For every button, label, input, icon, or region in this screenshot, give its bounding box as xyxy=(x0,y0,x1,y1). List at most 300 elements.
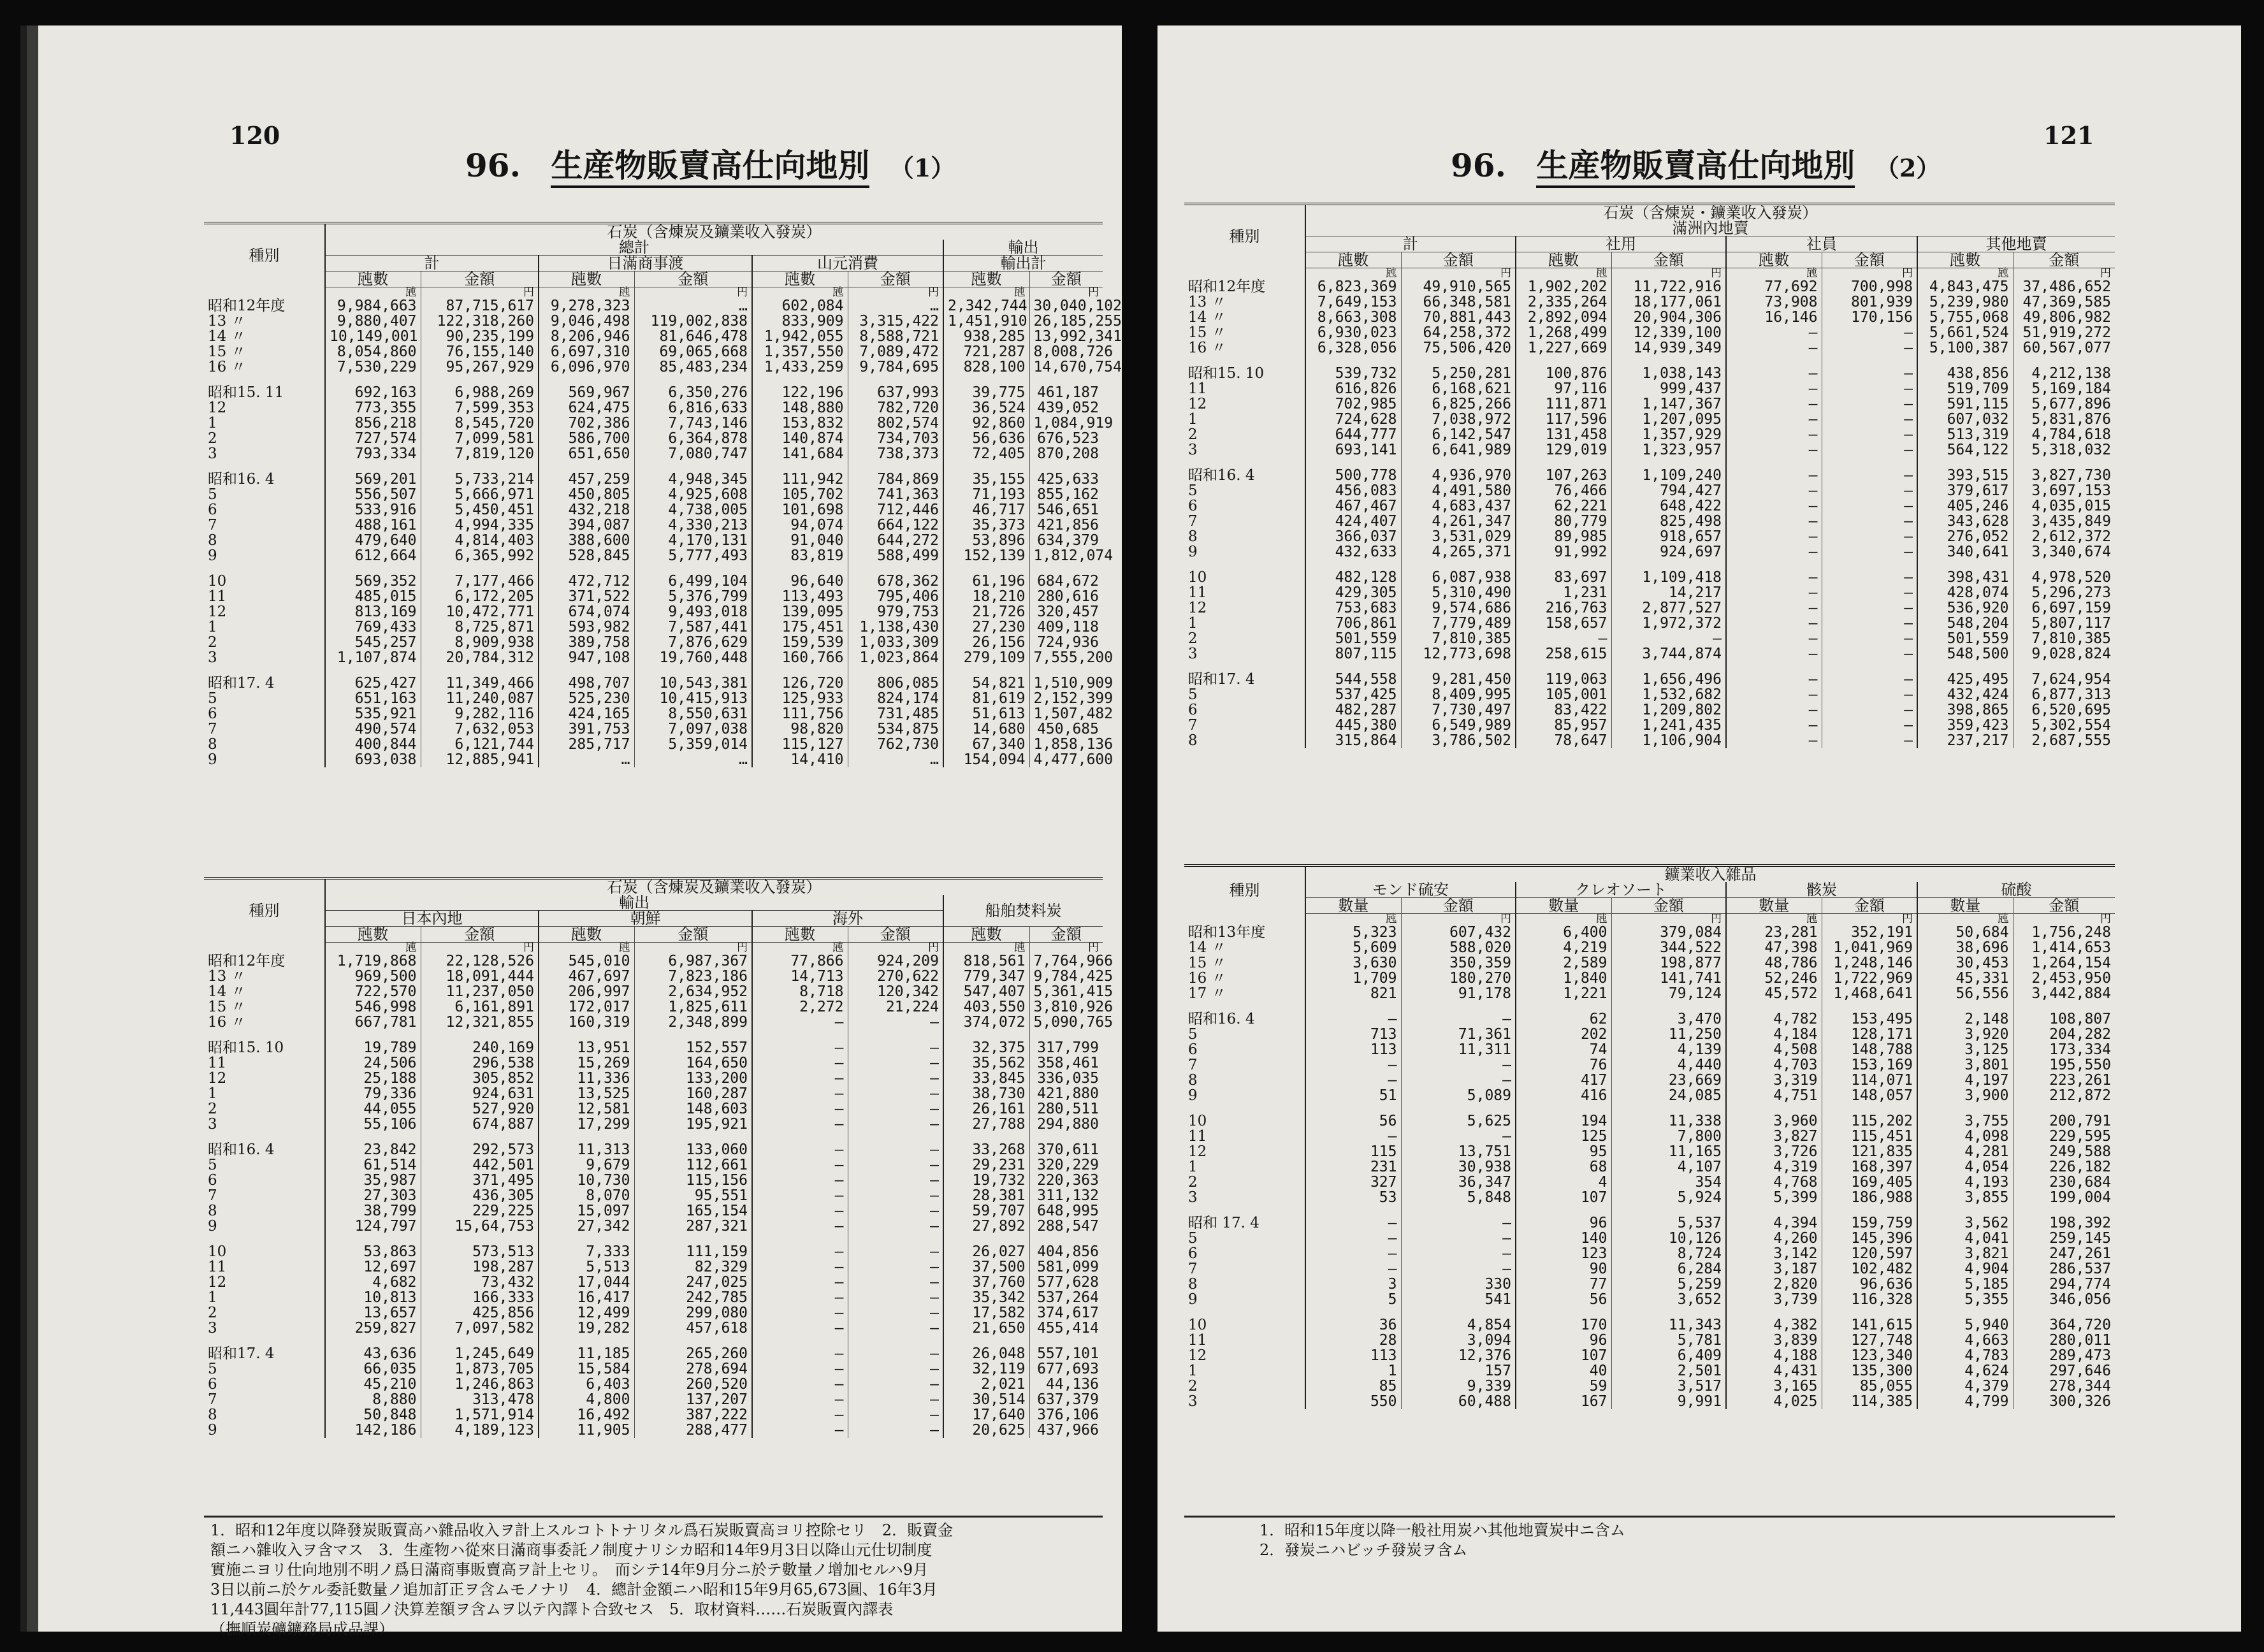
row-label: 2 xyxy=(1188,630,1198,647)
table-cell: 242,785 xyxy=(634,1290,752,1305)
table-row xyxy=(204,431,1103,446)
table-cell: 13,751 xyxy=(1401,1144,1516,1159)
spacer-cell xyxy=(1917,1001,2013,1011)
table-cell: 569,352 xyxy=(325,574,421,589)
spacer-cell xyxy=(1917,662,2013,672)
table-cell: 455,414 xyxy=(1029,1321,1103,1336)
table-cell: 114,071 xyxy=(1822,1073,1917,1088)
table-cell: 537,425 xyxy=(1305,687,1401,702)
table-cell: 4,193 xyxy=(1917,1175,2013,1190)
table-cell: 116,328 xyxy=(1822,1292,1917,1307)
spacer-row xyxy=(1184,1001,2115,1011)
table-cell: 537,264 xyxy=(1029,1290,1103,1305)
table-cell: 4,624 xyxy=(1917,1363,2013,1379)
table-cell: 115,202 xyxy=(1822,1113,1917,1129)
table-cell: 607,432 xyxy=(1401,925,1516,940)
row-label: 1 xyxy=(1188,410,1198,428)
table-cell: 437,966 xyxy=(1029,1423,1103,1438)
table-cell: 313,478 xyxy=(421,1392,539,1407)
table-cell: — xyxy=(1822,585,1917,600)
table-cell: 5,537 xyxy=(1611,1215,1726,1231)
table-cell: 12,339,100 xyxy=(1611,325,1726,340)
table-cell: 66,035 xyxy=(325,1361,421,1377)
table-row xyxy=(1184,544,2115,560)
bottom-table xyxy=(1184,864,2115,1409)
table-cell: — xyxy=(1726,631,1822,646)
table-cell: 153,832 xyxy=(752,416,848,431)
table-cell: 30,514 xyxy=(943,1392,1029,1407)
table-cell: — xyxy=(752,1015,848,1030)
table-cell: — xyxy=(1401,1246,1516,1261)
table-cell: 6,403 xyxy=(539,1377,634,1392)
spacer-cell xyxy=(1184,1001,1305,1011)
table-cell: — xyxy=(1401,1129,1516,1144)
table-cell: 79,124 xyxy=(1611,986,1726,1001)
spacer-cell xyxy=(1184,1205,1305,1215)
spacer-cell xyxy=(2013,356,2115,366)
table-cell: 676,523 xyxy=(1029,431,1103,446)
table-cell: — xyxy=(1516,631,1611,646)
table-cell: 513,319 xyxy=(1917,427,2013,442)
table-cell: — xyxy=(752,1244,848,1259)
table-cell: 115,156 xyxy=(634,1173,752,1188)
spacer-row xyxy=(204,563,1103,574)
table-cell: 111,942 xyxy=(752,472,848,487)
table-cell: 67,340 xyxy=(943,737,1029,752)
row-label: 3 xyxy=(1188,1189,1198,1206)
table-cell: 90,235,199 xyxy=(421,329,539,344)
unit-ton: 瓲 xyxy=(1726,914,1822,925)
table-cell: 43,636 xyxy=(325,1346,421,1361)
table-cell: 3,855 xyxy=(1917,1190,2013,1205)
table-cell: 12,773,698 xyxy=(1401,646,1516,662)
table-cell: 5,940 xyxy=(1917,1317,2013,1333)
table-cell: 202 xyxy=(1516,1027,1611,1042)
table-cell: 35,562 xyxy=(943,1055,1029,1071)
table-cell: 11,165 xyxy=(1611,1144,1726,1159)
unit-ton: 瓲 xyxy=(539,943,634,954)
unit-yen: 円 xyxy=(1401,268,1516,280)
table-cell: 359,423 xyxy=(1917,718,2013,733)
header-group: 石炭（含煉炭及鑛業收入發炭） xyxy=(325,878,1103,895)
spacer-cell xyxy=(421,461,539,472)
row-label: 5 xyxy=(208,690,217,707)
table-cell: 4,751 xyxy=(1726,1088,1822,1103)
spacer-cell xyxy=(1305,662,1401,672)
table-cell: — xyxy=(752,1423,848,1438)
table-cell: 4,854 xyxy=(1401,1317,1516,1333)
top-table xyxy=(204,222,1122,768)
table-cell: 457,618 xyxy=(634,1321,752,1336)
table-cell: 421,856 xyxy=(1029,518,1103,533)
table-cell: 74 xyxy=(1516,1042,1611,1057)
table-cell: 684,672 xyxy=(1029,574,1103,589)
table-cell: 50,684 xyxy=(1917,925,2013,940)
table-cell: 107 xyxy=(1516,1190,1611,1205)
header-category: 種別 xyxy=(1184,866,1305,914)
table-cell: 8,545,720 xyxy=(421,416,539,431)
row-label: 昭和15. 10 xyxy=(208,1039,284,1056)
header-staff: 社員 xyxy=(1726,236,1917,252)
table-cell: 11,237,050 xyxy=(421,984,539,999)
table-cell: 461,187 xyxy=(1029,385,1103,400)
table-cell: 159,759 xyxy=(1822,1215,1917,1231)
table-cell: — xyxy=(752,1117,848,1132)
header-amount: 金額 xyxy=(2013,898,2115,914)
right-page xyxy=(1157,25,2241,1632)
table-cell: 120,342 xyxy=(848,984,943,999)
row-label: 昭和12年度 xyxy=(208,952,286,969)
table-cell: 536,920 xyxy=(1917,600,2013,616)
table-cell: 19,789 xyxy=(325,1040,421,1055)
table-cell: 9,784,695 xyxy=(848,359,943,375)
table-row xyxy=(1184,468,2115,483)
row-label: 16 〃 xyxy=(208,1013,246,1031)
table-cell: 35,373 xyxy=(943,518,1029,533)
table-cell: — xyxy=(1726,483,1822,498)
table-row xyxy=(204,1157,1103,1173)
table-row xyxy=(1184,570,2115,585)
table-cell: 439,052 xyxy=(1029,400,1103,416)
table-cell: 152,557 xyxy=(634,1040,752,1055)
table-cell: 557,101 xyxy=(1029,1346,1103,1361)
table-cell: — xyxy=(1726,733,1822,748)
table-cell: 8,409,995 xyxy=(1401,687,1516,702)
table-cell: 8,008,726 xyxy=(1029,344,1103,359)
table-cell: 8,550,631 xyxy=(634,706,752,721)
row-label: 5 xyxy=(208,486,217,503)
row-label: 16 〃 xyxy=(1188,969,1226,987)
table-cell: 51,613 xyxy=(943,706,1029,721)
table-cell: 140,874 xyxy=(752,431,848,446)
table-cell: 9,282,116 xyxy=(421,706,539,721)
row-label: 9 xyxy=(208,751,217,768)
table-cell: 702,386 xyxy=(539,416,634,431)
table-cell: 229,595 xyxy=(2013,1129,2115,1144)
spacer-cell xyxy=(1029,563,1103,574)
table-cell: 5,848 xyxy=(1401,1190,1516,1205)
table-cell: 141,741 xyxy=(1611,971,1726,986)
table-cell: 2,348,899 xyxy=(634,1015,752,1030)
table-cell: 249,588 xyxy=(2013,1144,2115,1159)
table-cell: 5,666,971 xyxy=(421,487,539,502)
table-cell: 4,431 xyxy=(1726,1363,1822,1379)
table-cell: 21,224 xyxy=(848,999,943,1015)
spacer-row xyxy=(204,375,1103,385)
table-cell: 3,340,674 xyxy=(2013,544,2115,560)
row-label: 8 xyxy=(208,735,217,753)
spacer-cell xyxy=(1917,458,2013,468)
table-cell: 724,628 xyxy=(1305,412,1401,427)
table-row xyxy=(204,1040,1103,1055)
table-cell: 1,109,240 xyxy=(1611,468,1726,483)
row-label: 14 〃 xyxy=(1188,939,1226,956)
table-cell: 285,717 xyxy=(539,737,634,752)
spacer-cell xyxy=(1184,458,1305,468)
spacer-cell xyxy=(1029,1234,1103,1244)
table-cell: 527,920 xyxy=(421,1101,539,1117)
table-cell: — xyxy=(848,1377,943,1392)
table-cell: 4,098 xyxy=(1917,1129,2013,1144)
table-cell: 4,782 xyxy=(1726,1011,1822,1027)
spacer-row xyxy=(204,1132,1103,1142)
table-cell: 135,300 xyxy=(1822,1363,1917,1379)
table-cell: 37,760 xyxy=(943,1275,1029,1290)
spacer-cell xyxy=(1401,356,1516,366)
table-cell: 160,287 xyxy=(634,1086,752,1101)
table-cell: 528,845 xyxy=(539,548,634,563)
table-cell: 417 xyxy=(1516,1073,1611,1088)
header-amount: 金額 xyxy=(1029,272,1103,287)
table-cell: — xyxy=(1822,412,1917,427)
row-label: 8 xyxy=(208,1202,217,1219)
header-tons: 瓲數 xyxy=(943,272,1029,287)
table-cell: 1,227,669 xyxy=(1516,340,1611,356)
spacer-cell xyxy=(1516,560,1611,570)
footnote: 11,443圓年計77,115圓ノ決算差額ヲ含ムヲ以テ內譯ト合致セス 5．取材資料……石炭販賣內譯表 xyxy=(210,1600,894,1618)
header-tons: 瓲數 xyxy=(1516,252,1611,268)
table-cell: 1,902,202 xyxy=(1516,279,1611,294)
table-cell: 237,217 xyxy=(1917,733,2013,748)
spacer-cell xyxy=(1726,1205,1822,1215)
table-cell: 428,074 xyxy=(1917,585,2013,600)
table-cell: 9,784,425 xyxy=(1029,969,1103,984)
table-cell: 51 xyxy=(1305,1088,1401,1103)
table-body xyxy=(1184,925,2115,1409)
table-cell: 128,171 xyxy=(1822,1027,1917,1042)
table-cell: 340,641 xyxy=(1917,544,2013,560)
row-label: 8 xyxy=(1188,528,1198,545)
table-cell: 501,559 xyxy=(1917,631,2013,646)
row-label: 8 xyxy=(1188,1071,1198,1089)
table-cell: 61,514 xyxy=(325,1157,421,1173)
table-cell: 693,038 xyxy=(325,752,421,767)
table-cell: 3,726 xyxy=(1726,1144,1822,1159)
row-label: 昭和 17. 4 xyxy=(1188,1214,1259,1231)
table-cell: 113 xyxy=(1305,1348,1401,1363)
table-cell: 4,265,371 xyxy=(1401,544,1516,560)
table-cell: — xyxy=(1726,442,1822,458)
row-label: 1 xyxy=(208,1289,217,1306)
table-cell: 5,302,554 xyxy=(2013,718,2115,733)
spacer-cell xyxy=(2013,560,2115,570)
table-cell: 438,856 xyxy=(1917,366,2013,381)
table-cell: — xyxy=(1822,529,1917,544)
row-label: 5 xyxy=(208,1360,217,1377)
table-cell: 6,161,891 xyxy=(421,999,539,1015)
table-cell: 14,670,754 xyxy=(1029,359,1103,375)
table-cell: — xyxy=(848,1173,943,1188)
table-cell: 3,562 xyxy=(1917,1215,2013,1231)
table-cell: 821 xyxy=(1305,986,1401,1001)
table-cell: 315,864 xyxy=(1305,733,1401,748)
divider xyxy=(1184,1516,2115,1518)
table-cell: 5,625 xyxy=(1401,1113,1516,1129)
table-cell: — xyxy=(752,1346,848,1361)
table-cell: 133,200 xyxy=(634,1071,752,1086)
table-cell: 172,017 xyxy=(539,999,634,1015)
table-cell: 26,185,255 xyxy=(1029,314,1103,329)
spacer-cell xyxy=(421,1030,539,1040)
table-cell: 4,994,335 xyxy=(421,518,539,533)
table-cell: 371,495 xyxy=(421,1173,539,1188)
header-tons: 瓲數 xyxy=(943,927,1029,943)
table-cell: 280,616 xyxy=(1029,589,1103,604)
table-cell: 456,083 xyxy=(1305,483,1401,498)
table-cell: 1,023,864 xyxy=(848,650,943,665)
table-cell: 36,347 xyxy=(1401,1175,1516,1190)
table-cell: 120,597 xyxy=(1822,1246,1917,1261)
table-cell: 424,407 xyxy=(1305,514,1401,529)
spacer-cell xyxy=(943,1132,1029,1142)
table-cell: 7,587,441 xyxy=(634,620,752,635)
table-cell: 14,939,349 xyxy=(1611,340,1726,356)
table-cell: 938,285 xyxy=(943,329,1029,344)
spacer-cell xyxy=(204,1234,325,1244)
table-cell: 432,218 xyxy=(539,502,634,518)
table-cell: — xyxy=(752,1321,848,1336)
table-cell: — xyxy=(752,1290,848,1305)
table-cell: 3,900 xyxy=(1917,1088,2013,1103)
spacer-cell xyxy=(1917,1307,2013,1317)
row-label: 5 xyxy=(208,1156,217,1173)
table-row xyxy=(204,298,1103,314)
table-cell: 6,284 xyxy=(1611,1261,1726,1277)
table-row xyxy=(204,1086,1103,1101)
row-label: 7 xyxy=(1188,1056,1198,1073)
table-cell: 548,204 xyxy=(1917,616,2013,631)
table-cell: 20,625 xyxy=(943,1423,1029,1438)
row-label: 3 xyxy=(208,1319,217,1337)
table-cell: 2,021 xyxy=(943,1377,1029,1392)
table-cell: 7,624,954 xyxy=(2013,672,2115,687)
table-cell: 387,222 xyxy=(634,1407,752,1423)
table-cell: 9,493,018 xyxy=(634,604,752,620)
table-row xyxy=(1184,1363,2115,1379)
table-cell: — xyxy=(1822,427,1917,442)
table-cell: 648,422 xyxy=(1611,498,1726,514)
table-cell: 195,921 xyxy=(634,1117,752,1132)
spacer-cell xyxy=(1516,1001,1611,1011)
spacer-cell xyxy=(1917,356,2013,366)
spacer-row xyxy=(1184,1307,2115,1317)
spacer-cell xyxy=(325,375,421,385)
table-cell: 3,697,153 xyxy=(2013,483,2115,498)
table-cell: 1,722,969 xyxy=(1822,971,1917,986)
header-category: 種別 xyxy=(204,223,325,287)
table-cell: 53,863 xyxy=(325,1244,421,1259)
table-cell: 32,119 xyxy=(943,1361,1029,1377)
table-cell: 10,730 xyxy=(539,1173,634,1188)
unit-ton: 瓲 xyxy=(1516,914,1611,925)
table-cell: 467,697 xyxy=(539,969,634,984)
table-cell: 793,334 xyxy=(325,446,421,461)
table-cell: 7,177,466 xyxy=(421,574,539,589)
spacer-cell xyxy=(1184,662,1305,672)
row-label: 2 xyxy=(1188,1173,1198,1191)
spacer-cell xyxy=(943,1030,1029,1040)
spacer-row xyxy=(1184,662,2115,672)
footnote: 額ニハ雜收入ヲ含マス 3．生產物ハ從來日滿商事委託ノ制度ナリシカ昭和14年9月3日以降山元仕切制度 xyxy=(210,1541,932,1559)
spacer-row xyxy=(204,1234,1103,1244)
spacer-cell xyxy=(1822,662,1917,672)
table-cell: 288,547 xyxy=(1029,1219,1103,1234)
table-row xyxy=(204,1188,1103,1203)
table-row xyxy=(204,1290,1103,1305)
table-row xyxy=(204,737,1103,752)
spacer-cell xyxy=(634,563,752,574)
spacer-cell xyxy=(325,1132,421,1142)
spacer-cell xyxy=(1305,560,1401,570)
table-cell: 1,207,095 xyxy=(1611,412,1726,427)
table-cell: 7,876,629 xyxy=(634,635,752,650)
row-label: 12 xyxy=(208,399,227,416)
table-cell: 4,139 xyxy=(1611,1042,1726,1057)
table-cell: 148,788 xyxy=(1822,1042,1917,1057)
header-amount: 金額 xyxy=(421,927,539,943)
header-korea: 朝鮮 xyxy=(539,911,752,927)
table-cell: 170,156 xyxy=(1822,310,1917,325)
spacer-cell xyxy=(848,1234,943,1244)
spacer-cell xyxy=(1029,461,1103,472)
table-cell: 38,799 xyxy=(325,1203,421,1219)
spacer-cell xyxy=(1917,1103,2013,1113)
table-cell: 2,687,555 xyxy=(2013,733,2115,748)
table-cell: 651,163 xyxy=(325,691,421,706)
table-cell: 259,145 xyxy=(2013,1231,2115,1246)
spacer-row xyxy=(204,1336,1103,1346)
table-cell: 82,329 xyxy=(634,1259,752,1275)
header-amount: 金額 xyxy=(421,272,539,287)
table-cell: 4,212,138 xyxy=(2013,366,2115,381)
table-cell: 77,866 xyxy=(752,953,848,969)
table-row xyxy=(204,969,1103,984)
table-cell: 3,442,884 xyxy=(2013,986,2115,1001)
table-cell: 3,187 xyxy=(1726,1261,1822,1277)
table-cell: 4,663 xyxy=(1917,1333,2013,1348)
unit-yen: 円 xyxy=(1401,914,1516,925)
header-overseas: 海外 xyxy=(752,911,943,927)
table-cell: 442,501 xyxy=(421,1157,539,1173)
spacer-cell xyxy=(1184,560,1305,570)
table-cell: 56 xyxy=(1516,1292,1611,1307)
table-cell: 450,805 xyxy=(539,487,634,502)
table-cell: 2,501 xyxy=(1611,1363,1726,1379)
table-cell: 194 xyxy=(1516,1113,1611,1129)
table-cell: — xyxy=(1305,1215,1401,1231)
table-cell: 3,739 xyxy=(1726,1292,1822,1307)
table-row xyxy=(1184,427,2115,442)
unit-ton: 瓲 xyxy=(752,287,848,299)
table-cell: 5,777,493 xyxy=(634,548,752,563)
table-cell: 1,231 xyxy=(1516,585,1611,600)
row-label: 10 xyxy=(1188,1112,1207,1129)
table-cell: — xyxy=(1822,544,1917,560)
table-row xyxy=(204,1173,1103,1188)
table-cell: — xyxy=(848,1040,943,1055)
table-cell: 216,763 xyxy=(1516,600,1611,616)
spacer-cell xyxy=(1305,1103,1401,1113)
table-cell: 26,161 xyxy=(943,1101,1029,1117)
table-row xyxy=(1184,340,2115,356)
table-cell: 7,810,385 xyxy=(2013,631,2115,646)
table-cell: 7,823,186 xyxy=(634,969,752,984)
table-cell: 73,908 xyxy=(1726,294,1822,310)
table-cell: 20,904,306 xyxy=(1611,310,1726,325)
table-row xyxy=(204,620,1103,635)
table-cell: 616,826 xyxy=(1305,381,1401,396)
spacer-row xyxy=(1184,1205,2115,1215)
